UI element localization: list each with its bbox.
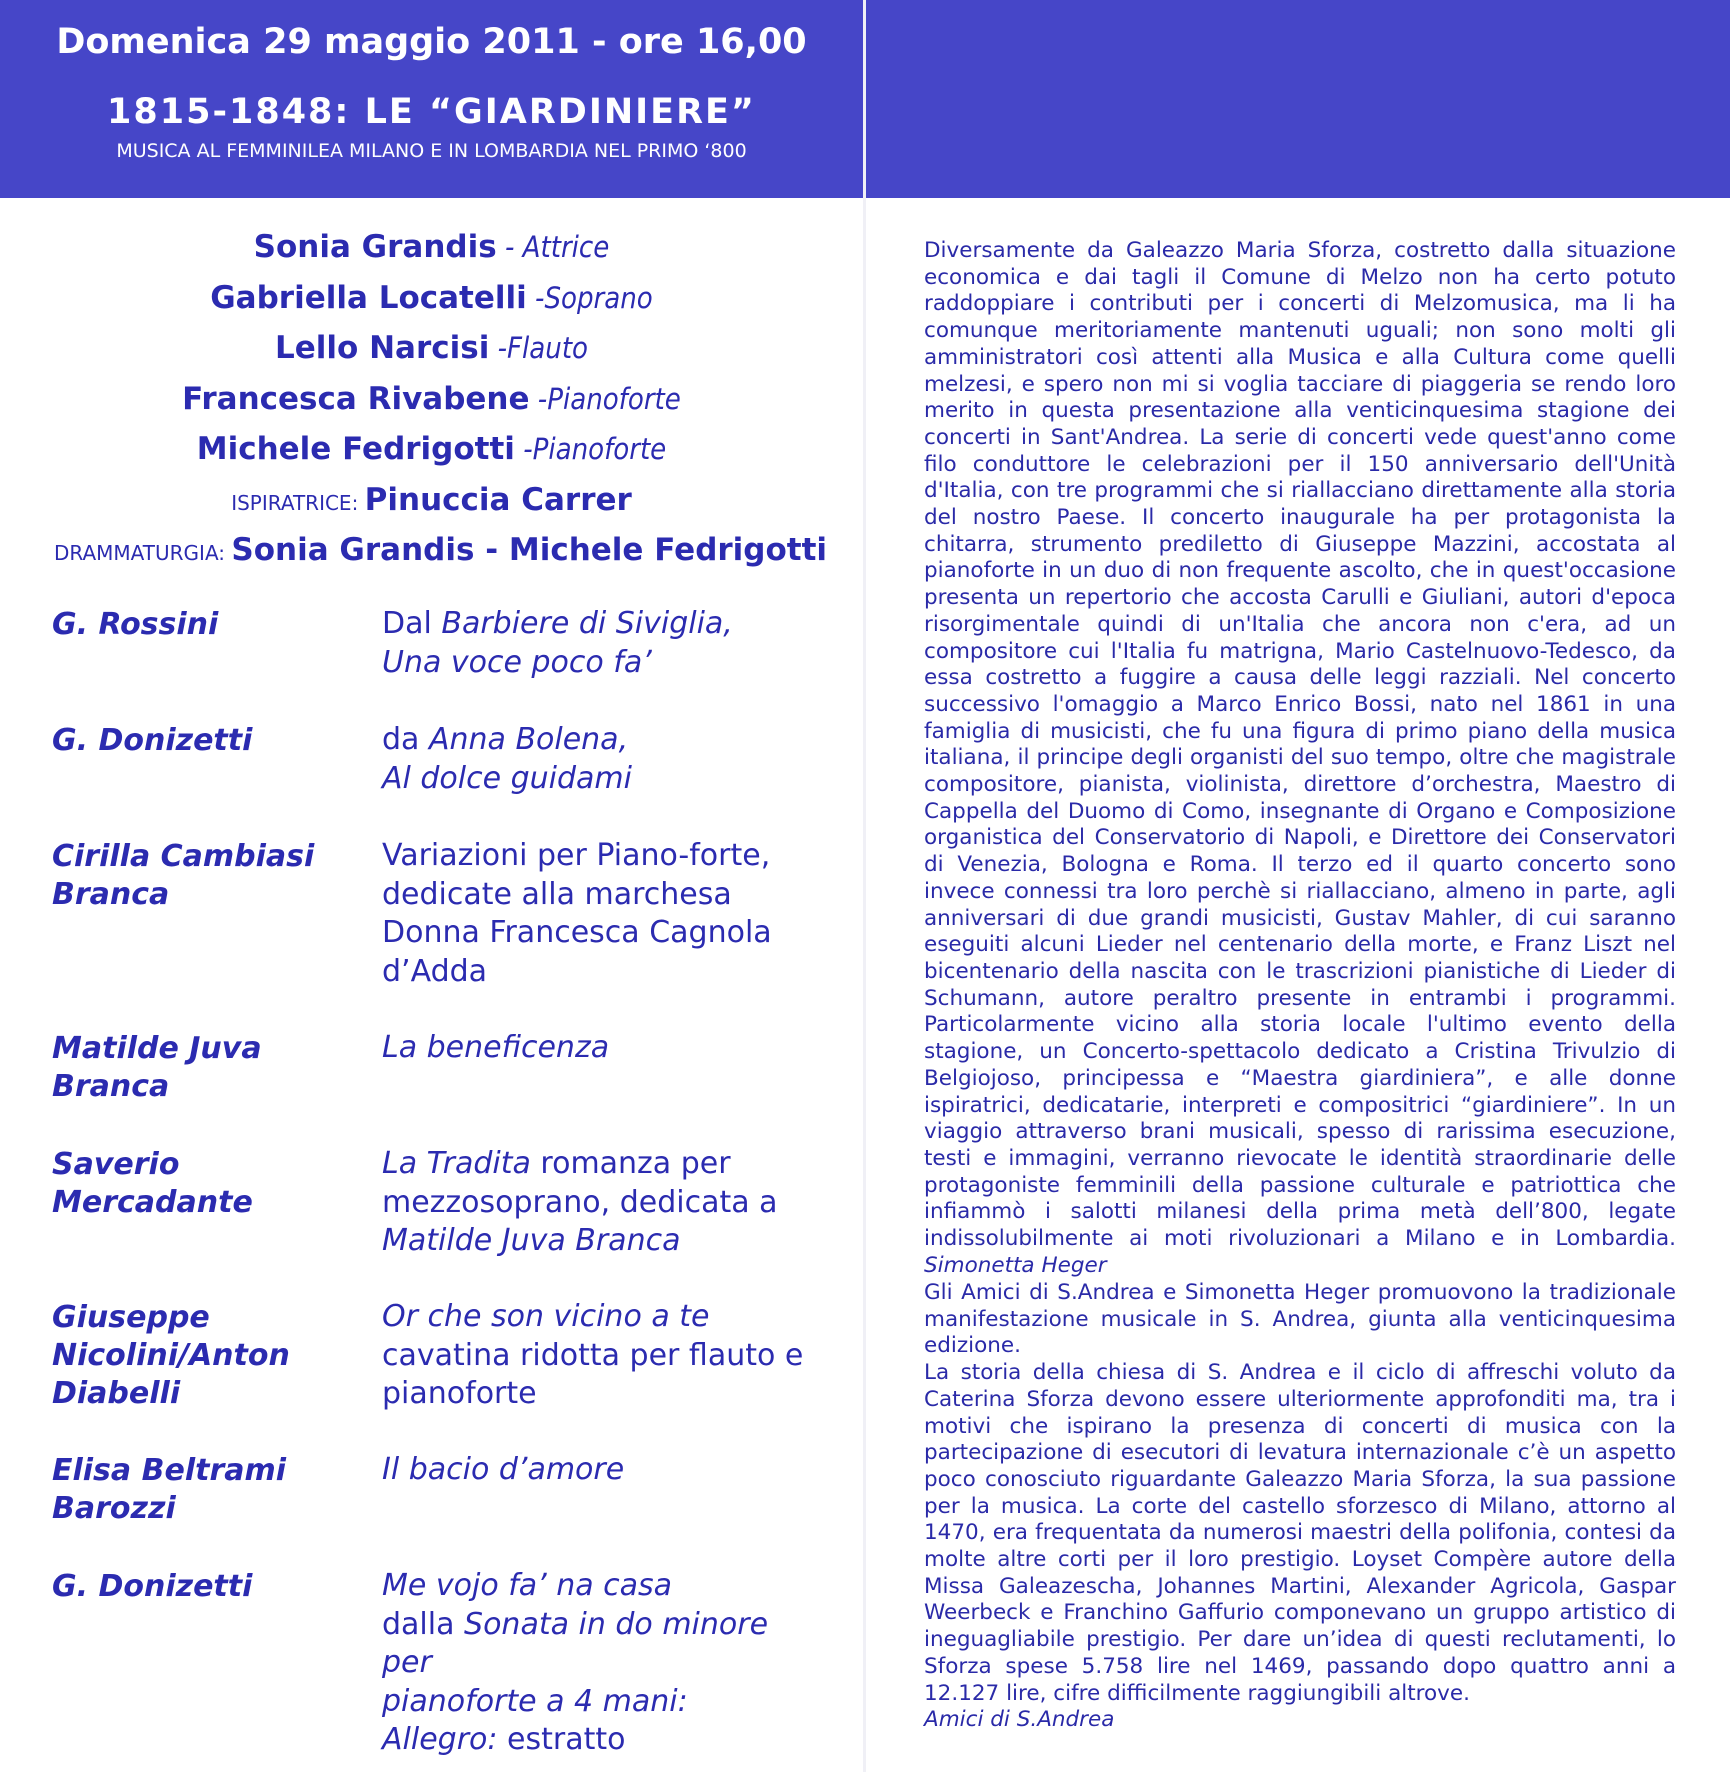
performer-name: Sonia Grandis bbox=[253, 229, 497, 265]
composer-name: Cirilla Cambiasi Branca bbox=[52, 839, 315, 912]
work-text: estratto bbox=[497, 1722, 626, 1757]
performer-role: Pianoforte bbox=[532, 432, 667, 466]
work-line bbox=[382, 644, 822, 683]
work-title bbox=[382, 1029, 822, 1068]
work-text: Anna Bolena, bbox=[428, 722, 629, 757]
inspiration-label: ISPIRATRICE: bbox=[231, 490, 365, 515]
composer-name: Elisa Beltrami Barozzi bbox=[52, 1453, 287, 1526]
performer-sep: - bbox=[526, 280, 545, 315]
work-title bbox=[382, 1298, 822, 1414]
essay-paragraph bbox=[924, 238, 1676, 1279]
essay-signature: Amici di S.Andrea bbox=[924, 1707, 1115, 1733]
composer-name: G. Donizetti bbox=[52, 723, 253, 758]
work-text: pianoforte bbox=[382, 1376, 537, 1411]
work-text: Allegro: bbox=[382, 1722, 498, 1757]
work-title bbox=[382, 1145, 822, 1261]
work-text: Sonata in do minore per bbox=[382, 1606, 769, 1680]
work-text: romanza per bbox=[530, 1146, 731, 1181]
work-line bbox=[382, 1606, 822, 1683]
work-line bbox=[382, 953, 822, 992]
performer bbox=[0, 323, 863, 374]
work-line bbox=[382, 1683, 822, 1722]
essay-paragraph: La storia della chiesa di S. Andrea e il ciclo di affreschi voluto da Caterina Sforza devono essere ulteriormente approfonditi ma, tra i motivi che ispirano la presenza di concerti di musica con la partecipazione di esecutori di levatura internazionale c’è un aspetto poco conosciuto riguardante Galeazzo Maria Sforza, la sua passione per la musica. La corte del castello sforzesco di Milano, attorno al 1470, era frequentata da numerosi maestri della polifonia, contesi da molte altre corti per il loro prestigio. Loyset Compère autore della Missa Galeazescha, Johannes Martini, Alexander Agricola, Gaspar Weerbeck e Franchino Gaffurio componevano un gruppo artistico di ineguagliabile prestigio. Per dare un’idea di questi reclutamenti, lo Sforza spese 5.758 lire nel 1469, passando dopo quattro anni a 12.127 lire, cifre difficilmente raggiungibili altrove. bbox=[924, 1360, 1676, 1706]
performer-name: Gabriella Locatelli bbox=[210, 279, 527, 316]
event-subtitle: MUSICA AL FEMMINILEA MILANO E IN LOMBARDIA NEL PRIMO ‘800 bbox=[116, 140, 747, 162]
essay-paragraph: Gli Amici di S.Andrea e Simonetta Heger promuovono la tradizionale manifestazione musicale in S. Andrea, giunta alla venticinquesima edizione. bbox=[924, 1280, 1676, 1359]
work-line bbox=[382, 1145, 822, 1184]
event-title: 1815-1848: LE “GIARDINIERE” bbox=[107, 92, 756, 132]
performer-role: Attrice bbox=[522, 230, 610, 264]
performer-sep: - bbox=[496, 230, 523, 264]
work-text: cavatina ridotta per flauto e bbox=[382, 1337, 804, 1373]
composer-name: G. Donizetti bbox=[52, 1569, 253, 1604]
work-line bbox=[382, 605, 822, 644]
work-title bbox=[382, 605, 822, 682]
work-line bbox=[382, 1029, 822, 1068]
work-text: Dal bbox=[382, 606, 442, 641]
performer-sep: - bbox=[489, 331, 508, 365]
header-band-right bbox=[866, 0, 1730, 198]
work-text: Il bacio d’amore bbox=[382, 1452, 625, 1487]
performer-name: Lello Narcisi bbox=[274, 330, 490, 366]
performer bbox=[0, 273, 863, 324]
work-title bbox=[382, 837, 822, 991]
work-text: da bbox=[382, 722, 429, 757]
work-text: dalla bbox=[382, 1606, 465, 1642]
work-text: pianoforte a 4 mani: bbox=[382, 1683, 688, 1719]
work-text: Al dolce guidami bbox=[382, 760, 632, 796]
work-text: Or che son vicino a te bbox=[382, 1299, 710, 1334]
work-text: Una voce poco fa’ bbox=[382, 644, 652, 680]
work-text: Donna Francesca Cagnola bbox=[382, 915, 772, 950]
work-title bbox=[382, 1451, 822, 1490]
event-date: Domenica 29 maggio 2011 - ore 16,00 bbox=[56, 22, 807, 62]
work-text: La beneficenza bbox=[382, 1030, 610, 1065]
work-line bbox=[382, 1375, 822, 1414]
page-fold bbox=[863, 0, 866, 1772]
essay-block-2 bbox=[924, 1280, 1676, 1734]
performer-sep: - bbox=[529, 381, 548, 416]
composer-name: Matilde Juva Branca bbox=[52, 1031, 262, 1104]
work-text: mezzosoprano, dedicata a bbox=[382, 1184, 778, 1220]
work-text: dedicate alla marchesa bbox=[382, 876, 732, 912]
dramaturgy-label: DRAMMATURGIA: bbox=[54, 541, 232, 565]
essay-text: Diversamente da Galeazzo Maria Sforza, costretto dalla situazione economica e dai tagli il Comune di Melzo non ha certo potuto raddoppiare i contributi per i concerti di Melzomusica, ma li ha comunque meritoriamente mantenuti uguali; non sono molti gli amministratori così attenti alla Musica e alla Cultura come quelli melzesi, e spero non mi si voglia tacciare di piaggeria se rendo loro merito in questa presentazione alla venticinquesima stagione dei concerti in Sant'Andrea. La serie di concerti vede quest'anno come filo conduttore le celebrazioni per il 150 anniversario dell'Unità d'Italia, con tre programmi che si riallacciano direttamente alla storia del nostro Paese. Il concerto inaugurale ha per protagonista la chitarra, strumento prediletto di Giuseppe Mazzini, accostata al pianoforte in un duo di non frequente ascolto, che in quest'occasione presenta un repertorio che accosta Carulli e Giuliani, autori d'epoca risorgimentale quindi di un'Italia che ancora non c'era, ad un compositore cui l'Italia fu matrigna, Mario Castelnuovo-Tedesco, da essa costretto a fuggire a causa delle leggi razziali. Nel concerto successivo l'omaggio a Marco Enrico Bossi, nato nel 1861 in una famiglia di musicisti, che fu una figura di primo piano della musica italiana, il principe degli organisti del suo tempo, oltre che magistrale compositore, pianista, violinista, direttore d’orchestra, Maestro di Cappella del Duomo di Como, insegnante di Organo e Composizione organistica del Conservatorio di Napoli, e Direttore dei Conservatori di Venezia, Bologna e Roma. Il terzo ed il quarto concerto sono invece connessi tra loro perchè si riallacciano, almeno in parte, agli anniversari di due grandi musicisti, Gustav Mahler, di cui saranno eseguiti alcuni Lieder nel centenario della morte, e Franz Liszt nel bicentenario della nascita con le trascrizioni pianistiche di Lieder di Schumann, autore peraltro presente in entrambi i programmi. Particolarmente vicino alla storia locale l'ultimo evento della stagione, un Concerto-spettacolo dedicato a Cristina Trivulzio di Belgiojoso, principessa e “Maestra giardiniera”, e alle donne ispiratrici, dedicatarie, interpreti e compositrici “giardiniere”. In un viaggio attraverso brani musicali, spesso di rarissima esecuzione, testi e immagini, verranno rievocate le identità straordinarie delle protagoniste femminili della passione culturale e patriottica che infiammò i salotti milanesi della prima metà dell’800, legate indissolubilmente ai moti rivoluzionari a Milano e in Lombardia. bbox=[924, 238, 1676, 1252]
inspiration-credit bbox=[0, 475, 863, 526]
composer-name: Giuseppe Nicolini/Anton Diabelli bbox=[52, 1300, 290, 1411]
essay-block-1 bbox=[924, 238, 1676, 1279]
composer-name: G. Rossini bbox=[52, 607, 219, 642]
credits bbox=[0, 222, 863, 576]
essay-signature: Simonetta Heger bbox=[924, 1252, 1107, 1278]
work-line bbox=[382, 1721, 822, 1760]
performer-role: Pianoforte bbox=[547, 381, 681, 416]
work-text: Matilde Juva Branca bbox=[382, 1223, 681, 1258]
dramaturgy-credit bbox=[0, 525, 863, 576]
work-line bbox=[382, 1451, 822, 1490]
performer-sep: - bbox=[514, 432, 533, 466]
work-title bbox=[382, 721, 822, 798]
composer-name: Saverio Mercadante bbox=[52, 1147, 253, 1220]
work-text: Variazioni per Piano-forte, bbox=[382, 838, 771, 873]
work-line bbox=[382, 1298, 822, 1337]
work-line bbox=[382, 1222, 822, 1261]
work-text: Me vojo fa’ na casa bbox=[382, 1568, 673, 1603]
performer bbox=[0, 222, 863, 273]
work-text: Barbiere di Siviglia, bbox=[441, 606, 733, 641]
performer-name: Francesca Rivabene bbox=[182, 380, 530, 417]
dramaturgy-name: Sonia Grandis - Michele Fedrigotti bbox=[231, 532, 828, 568]
work-line bbox=[382, 837, 822, 876]
work-text: d’Adda bbox=[382, 953, 488, 989]
work-line bbox=[382, 1337, 822, 1376]
work-title bbox=[382, 1567, 822, 1760]
work-line bbox=[382, 1567, 822, 1606]
performer bbox=[0, 374, 863, 425]
performer-name: Michele Fedrigotti bbox=[196, 431, 515, 467]
performer-role: Flauto bbox=[507, 331, 589, 365]
work-text: La Tradita bbox=[382, 1146, 531, 1181]
work-line bbox=[382, 1184, 822, 1223]
inspiration-name: Pinuccia Carrer bbox=[364, 481, 632, 518]
work-line bbox=[382, 914, 822, 953]
work-line bbox=[382, 876, 822, 915]
performer bbox=[0, 424, 863, 475]
performer-role: Soprano bbox=[544, 280, 653, 315]
work-line bbox=[382, 760, 822, 799]
work-line bbox=[382, 721, 822, 760]
